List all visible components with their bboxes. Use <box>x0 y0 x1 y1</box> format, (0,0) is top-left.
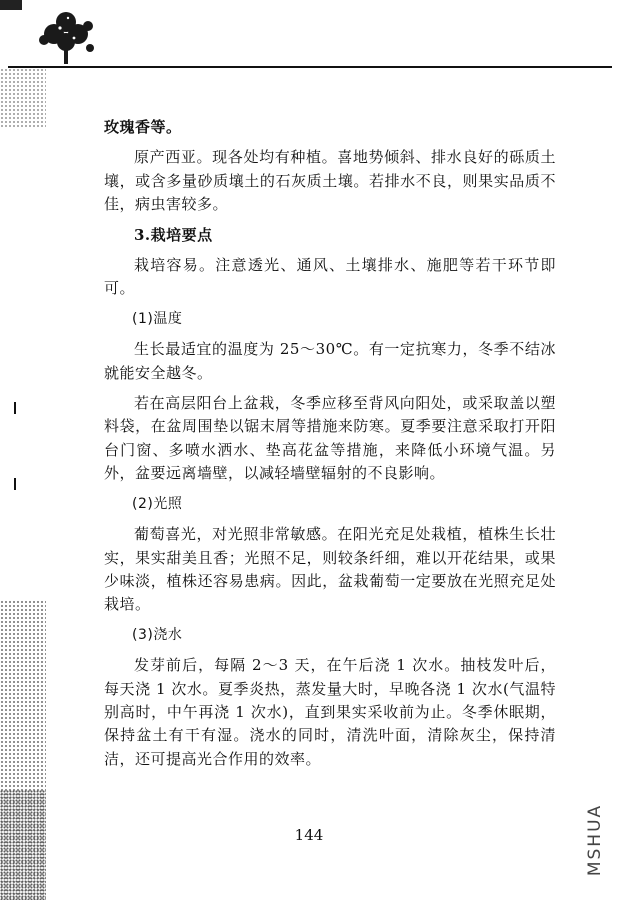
page-body <box>104 116 556 778</box>
watermark <box>582 790 608 890</box>
scan-noise-bottom-dense <box>0 790 46 900</box>
paragraph: 若在高层阳台上盆栽，冬季应移至背风向阳处，或采取盖以塑料袋，在盆周围垫以锯末屑等措施来防寒。夏季要注意采取打开阳台门窗、多喷水洒水、垫高花盆等措施，来降低小环境气温。另外，盆要远离墙壁，以减轻墙壁辐射的不良影响。 <box>104 394 556 483</box>
scan-noise-top <box>0 68 46 128</box>
subsection-heading-temperature: (1)温度 <box>132 310 183 327</box>
edge-tick <box>14 402 16 414</box>
paragraph: 生长最适宜的温度为 25～30℃。有一定抗寒力，冬季不结冰就能安全越冬。 <box>104 340 556 382</box>
corner-mark <box>0 0 22 10</box>
subsection-heading-light: (2)光照 <box>132 495 183 512</box>
header-rule <box>8 66 612 68</box>
page-number: 144 <box>294 826 324 844</box>
edge-tick <box>14 478 16 490</box>
paragraph: 葡萄喜光，对光照非常敏感。在阳光充足处栽植，植株生长壮实，果实甜美且香；光照不足，则较条纤细，难以开花结果，或果少味淡，植株还容易患病。因此，盆栽葡萄一定要放在光照充足处栽培。 <box>104 525 556 614</box>
section-intro: 栽培容易。注意透光、通风、土壤排水、施肥等若干环节即可。 <box>104 256 556 298</box>
origin-paragraph: 原产西亚。现各处均有种植。喜地势倾斜、排水良好的砾质土壤，或含多量砂质壤土的石灰质土壤。若排水不良，则果实品质不佳，病虫害较多。 <box>104 148 556 214</box>
subsection-heading-watering: (3)浇水 <box>132 626 183 643</box>
watermark-text: MSHUA <box>585 803 606 877</box>
section-title: 3.栽培要点 <box>134 225 213 244</box>
paragraph: 发芽前后，每隔 2～3 天，在午后浇 1 次水。抽枝发叶后，每天浇 1 次水。夏季炎热，蒸发量大时，早晚各浇 1 次水(气温特别高时，中午再浇 1 次水)，直到果实采收前为止。冬季休眠期，保持盆土有干有湿。浇水的同时，清洗叶面，清除灰尘，保持清洁，还可提高光合作用的效率。 <box>104 656 556 768</box>
clover-leaf-logo-icon <box>30 4 102 66</box>
opening-line: 玫瑰香等。 <box>104 118 182 136</box>
